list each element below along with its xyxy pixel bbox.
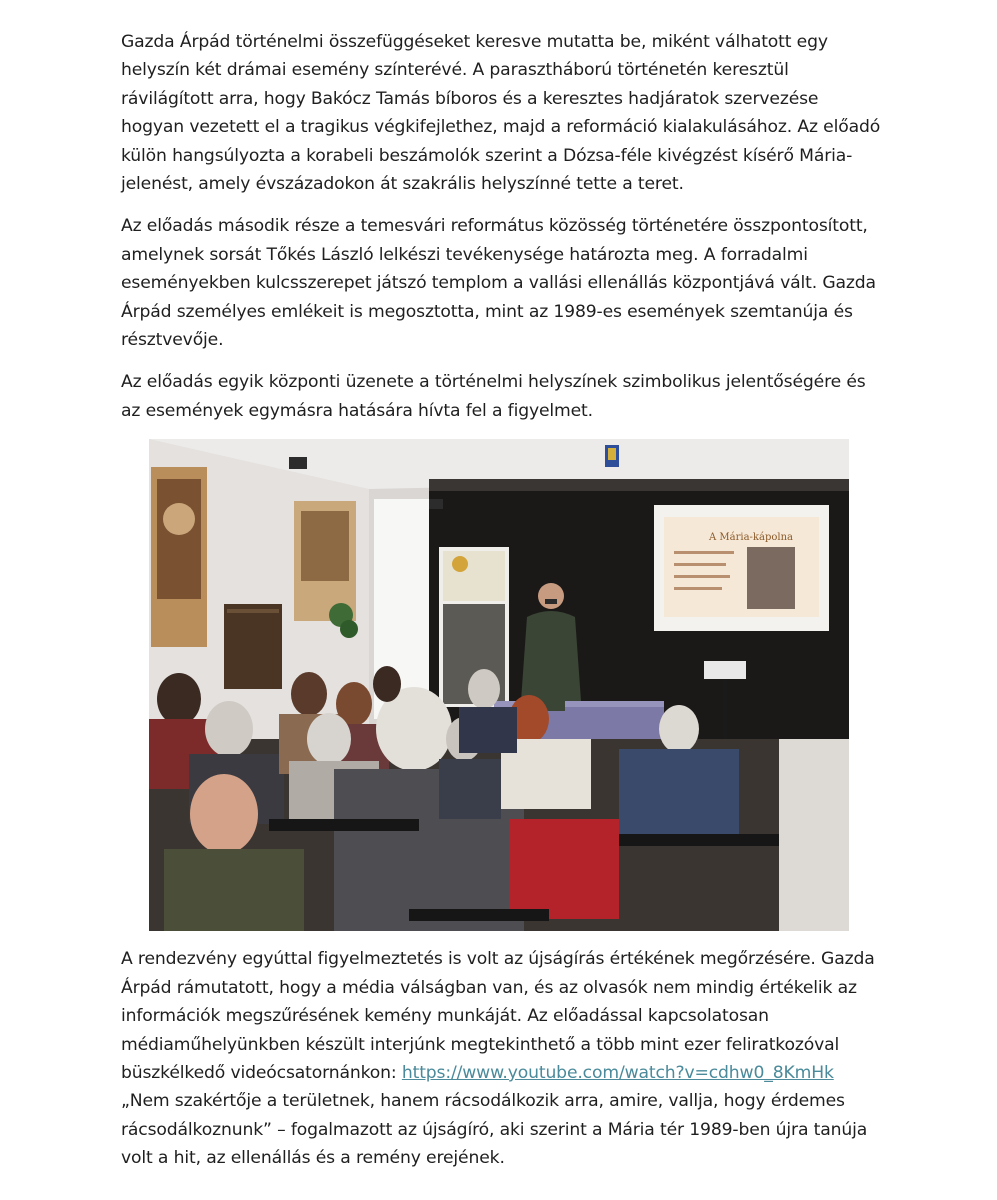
paragraph-3: Az előadás egyik központi üzenete a történelmi helyszínek szimbolikus jelentőségére és az események egymásra hatására hívta fel a figyelmet. [121,372,866,421]
event-photo [149,439,849,931]
closing-text-after-link: „Nem szakértője a területnek, hanem rácsodálkozik arra, amire, vallja, hogy érdemes rácsodálkoznunk” – fogalmazott az újságíró, aki szerint a Mária tér 1989-ben újra tanúja volt a hit, az ellenállás és a remény erejének. [121,1091,868,1169]
closing-paragraph [121,945,883,1172]
article-body [121,28,883,1187]
paragraph-2: Az előadás második része a temesvári református közösség történetére összpontosított, amelynek sorsát Tőkés László lelkészi tevékenysége határozta meg. A forradalmi eseményekben kulcsszerepet játszó templom a vallási ellenállás központjává vált. Gazda Árpád személyes emlékeit is megosztotta, mint az 1989-es események szemtanúja és résztvevője. [121,216,876,351]
slide-title: A Mária-kápolna [709,532,793,544]
youtube-link[interactable]: https://www.youtube.com/watch?v=cdhw0_8KmHk [401,1062,834,1083]
closing-text-before-link: A rendezvény egyúttal figyelmeztetés is volt az újságírás értékének megőrzésére. Gazda Árpád rámutatott, hogy a média válságban van, és az olvasók nem mindig értékelik az információk megszűrésének kemény munkáját. Az előadással kapcsolatosan médiaműhelyünkben készült interjúnk megtekinthető a több mint ezer feliratkozóval büszkélkedő videócsatornánkon: [121,949,875,1083]
paragraph-1: Gazda Árpád történelmi összefüggéseket keresve mutatta be, miként válhatott egy helyszín két drámai esemény színterévé. A parasztháború történetén keresztül rávilágított arra, hogy Bakócz Tamás bíboros és a keresztes hadjáratok szervezése hogyan vezetett el a tragikus végkifejlethez, majd a reformáció kialakulásához. Az előadó külön hangsúlyozta a korabeli beszámolók szerint a Dózsa-féle kivégzést kísérő Mária-jelenést, amely évszázadokon át szakrális helyszínné tette a teret. [121,32,881,195]
